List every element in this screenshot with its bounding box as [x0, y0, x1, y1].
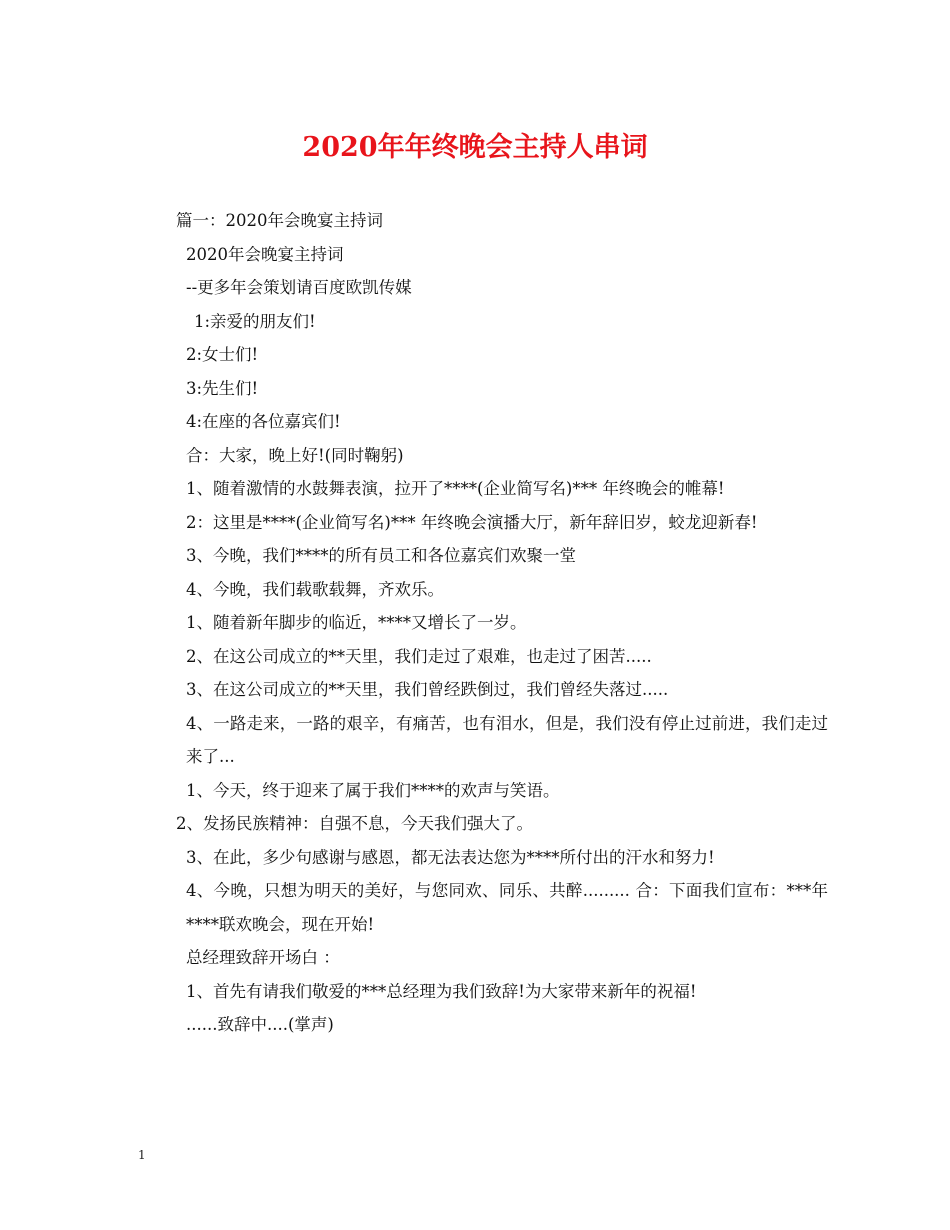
text-line: 1、随着新年脚步的临近，****又增长了一岁。 [186, 613, 527, 632]
text-line: 2:女士们! [186, 345, 259, 364]
text-line: 合：大家，晚上好!(同时鞠躬) [186, 445, 404, 465]
page-number: 1 [138, 1148, 146, 1162]
text-line: 3、今晚，我们****的所有员工和各位嘉宾们欢聚一堂 [186, 546, 576, 565]
text-line: ......致辞中....(掌声) [186, 1015, 334, 1034]
document-title: 2020年年终晚会主持人串词 [302, 132, 648, 163]
text-paragraph: 4、今晚，只想为明天的美好，与您同欢、同乐、共醉......... 合：下面我们宣布：***年****联欢晚会，现在开始! [186, 881, 828, 934]
subtitle-line: 2020年会晚宴主持词 [186, 244, 344, 264]
text-line: 2、在这公司成立的**天里，我们走过了艰难，也走过了困苦..... [186, 646, 652, 666]
text-line: 3、在此，多少句感谢与感恩，都无法表达您为****所付出的汗水和努力! [186, 847, 715, 867]
text-paragraph: 4、一路走来，一路的艰辛，有痛苦，也有泪水，但是，我们没有停止过前进，我们走过来了... [186, 713, 828, 766]
text-line: 3、在这公司成立的**天里，我们曾经跌倒过，我们曾经失落过..... [186, 680, 669, 699]
text-line: 4、今晚，我们载歌载舞，齐欢乐。 [186, 579, 444, 599]
text-line: 2、发扬民族精神：自强不息，今天我们强大了。 [176, 814, 533, 833]
text-paragraph: 2：这里是****(企业简写名)*** 年终晚会演播大厅，新年辞旧岁，蛟龙迎新春! [186, 512, 758, 532]
document-body [138, 204, 828, 1042]
text-line: 1、随着激情的水鼓舞表演，拉开了****(企业简写名)*** 年终晚会的帷幕! [186, 479, 725, 498]
section-heading: 总经理致辞开场白 ： [186, 948, 340, 967]
text-line: 1:亲爱的朋友们! [194, 311, 316, 331]
text-line: 1、首先有请我们敬爱的***总经理为我们致辞!为大家带来新年的祝福! [186, 981, 697, 1001]
text-line: 1、今天，终于迎来了属于我们****的欢声与笑语。 [186, 780, 560, 800]
section-heading: 篇一：2020年会晚宴主持词 [176, 211, 383, 230]
promo-line: --更多年会策划请百度欧凯传媒 [186, 278, 412, 297]
text-line: 3:先生们! [186, 378, 259, 398]
text-line: 4:在座的各位嘉宾们! [186, 412, 341, 431]
